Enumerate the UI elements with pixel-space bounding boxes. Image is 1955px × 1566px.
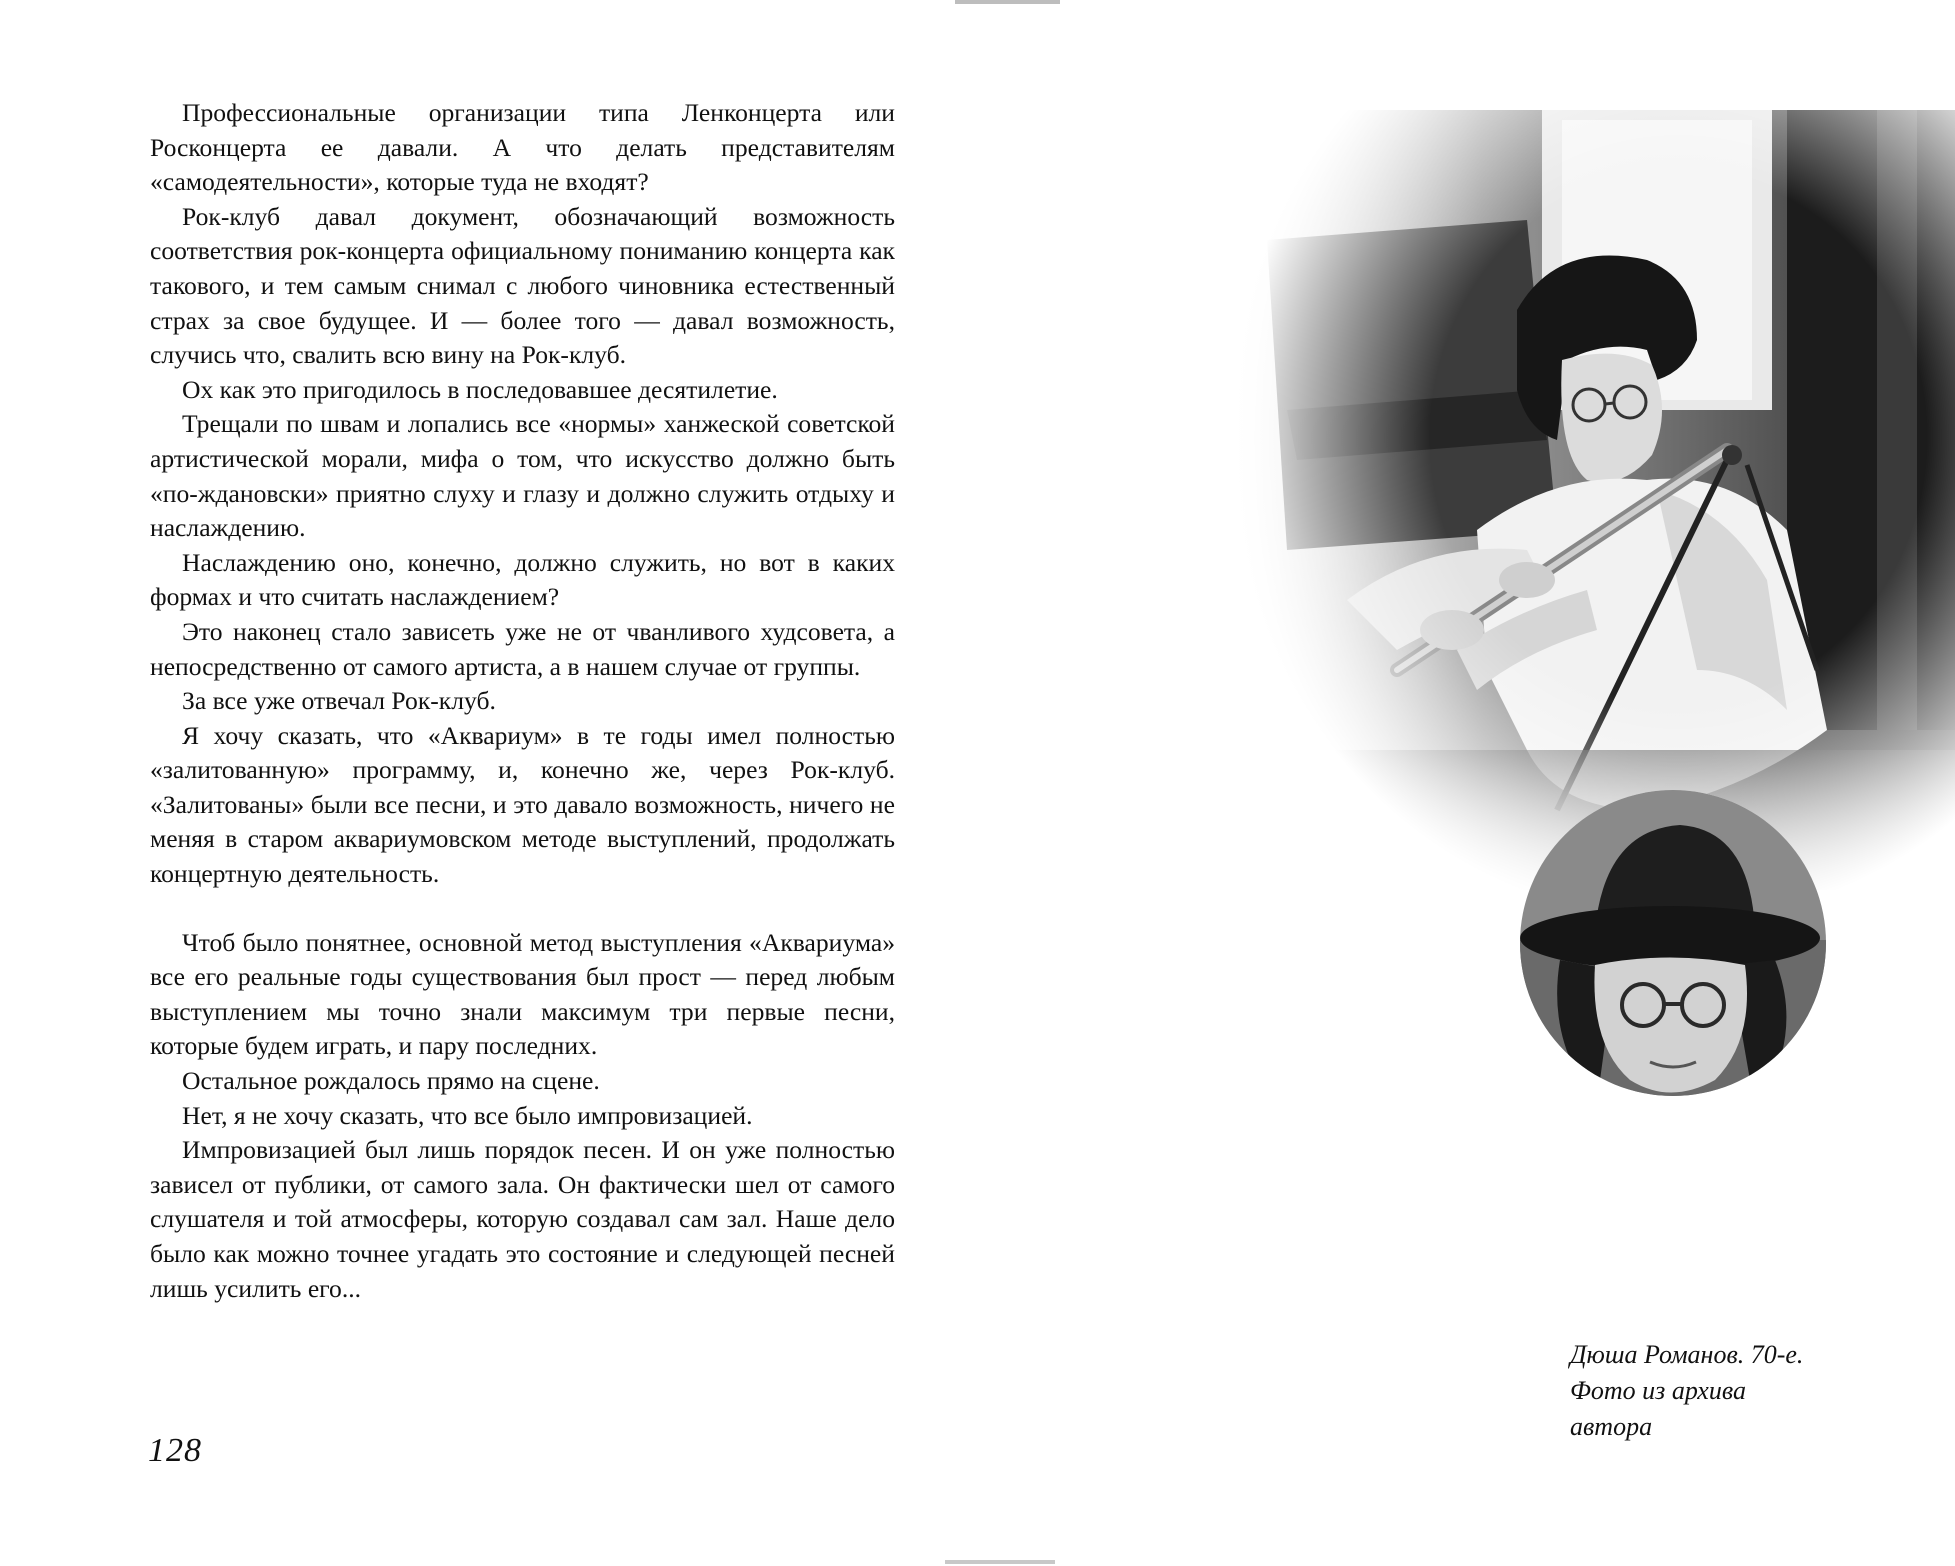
caption-line-1: Дюша Романов. 70-е. bbox=[1570, 1340, 1804, 1369]
right-page bbox=[977, 0, 1955, 1566]
paragraph: Трещали по швам и лопались все «нормы» ханжеской советской артистической морали, мифа о том, что искусство должно быть «по-ждановски» приятно слуху и глазу и должно служить отдыху и наслаждению. bbox=[150, 409, 895, 543]
caption-line-2: Фото из архива bbox=[1570, 1376, 1746, 1405]
paragraph: Импровизацией был лишь порядок песен. И он уже полностью зависел от публики, от самого зала. Он фактически шел от самого слушателя и той атмосферы, которую создавал сам зал. Наше дело было как можно точнее угадать это состояние и следующей песней лишь усилить его... bbox=[150, 1135, 895, 1303]
photo-caption bbox=[1570, 1337, 1900, 1445]
paragraph: Профессиональные организации типа Ленконцерта или Росконцерта ее давали. А что делать представителям «самодеятельности», которые туда не входят? bbox=[150, 98, 895, 197]
paragraph: Нет, я не хочу сказать, что все было импровизацией. bbox=[182, 1100, 753, 1130]
paragraph: Рок-клуб давал документ, обозначающий возможность соответствия рок-концерта официальному пониманию концерта как такового, и тем самым снимал с любого чиновника естественный страх за свое будущее. И — более того — давал возможность, случись что, свалить всю вину на Рок-клуб. bbox=[150, 201, 895, 370]
paragraph: Я хочу сказать, что «Аквариум» в те годы имел полностью «залитованную» программу, и, конечно же, через Рок-клуб. «Залитованы» были все песни, и это давало возможность, ничего не меняя в старом аквариумовском методе выступлений, продолжать концертную деятельность. bbox=[150, 720, 895, 889]
paragraph: За все уже отвечал Рок-клуб. bbox=[182, 686, 496, 716]
paragraph: Это наконец стало зависеть уже не от чванливого худсовета, а непосредственно от самого артиста, а в нашем случае от группы. bbox=[150, 616, 895, 681]
left-page bbox=[0, 0, 977, 1566]
photo-portrait-round bbox=[1520, 790, 1826, 1096]
paragraph: Наслаждению оно, конечно, должно служить, но вот в каких формах и что считать наслаждением? bbox=[150, 547, 895, 612]
paragraph: Ох как это пригодилось в последовавшее десятилетие. bbox=[182, 374, 778, 404]
photo-flutist bbox=[1227, 110, 1955, 890]
portrait-graphic bbox=[1520, 790, 1826, 1096]
page-number: 128 bbox=[148, 1432, 202, 1469]
paragraph: Остальное рождалось прямо на сцене. bbox=[182, 1066, 600, 1096]
paragraph: Чтоб было понятнее, основной метод выступления «Аквариума» все его реальные годы существования был прост — перед любым выступлением мы точно знали максимум три первые песни, которые будем играть, и пару последних. bbox=[150, 927, 895, 1061]
caption-line-3: автора bbox=[1570, 1412, 1653, 1441]
body-text bbox=[150, 96, 895, 1306]
